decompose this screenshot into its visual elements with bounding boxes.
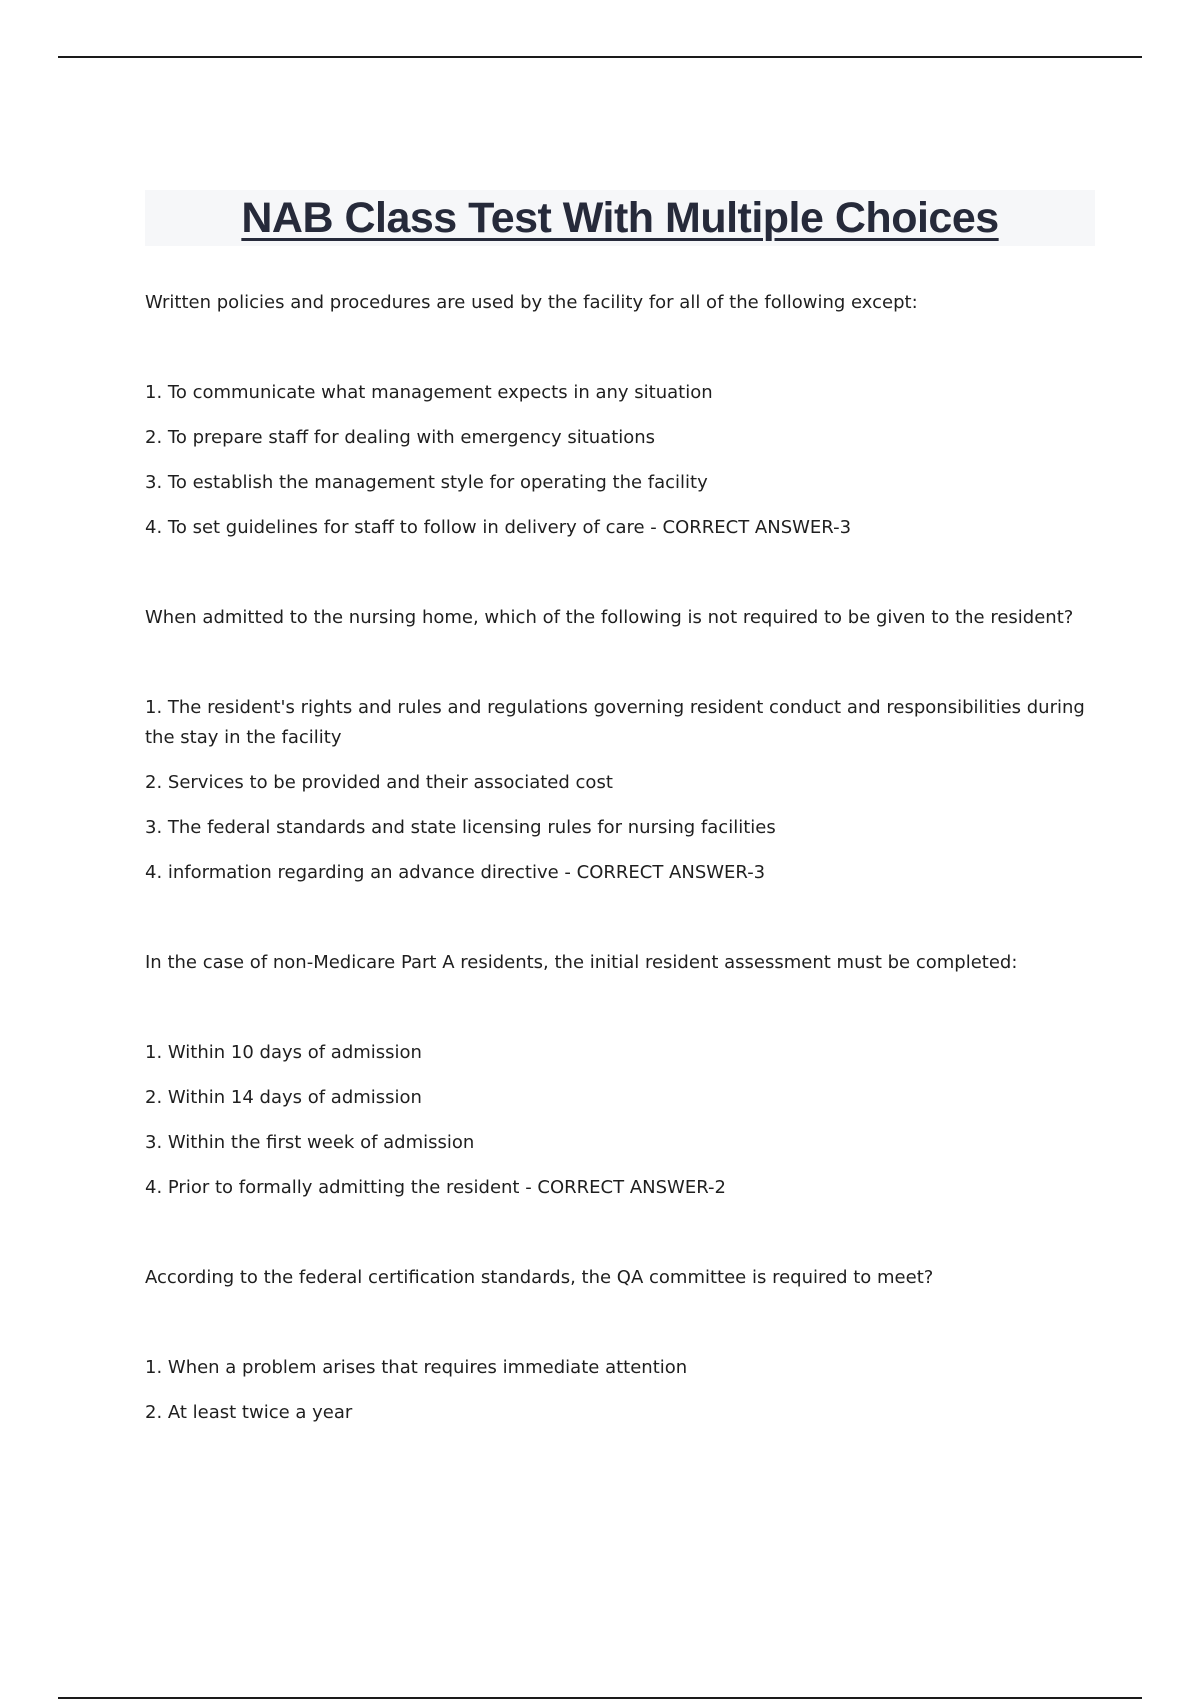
page-title: NAB Class Test With Multiple Choices xyxy=(241,193,999,242)
answer-options xyxy=(145,378,1095,543)
answer-option: 1. When a problem arises that requires immediate attention xyxy=(145,1357,688,1378)
answer-option: 2. To prepare staff for dealing with emergency situations xyxy=(145,427,656,448)
title-band xyxy=(145,190,1095,246)
question-text: When admitted to the nursing home, which of the following is not required to be given to the resident? xyxy=(145,607,1074,628)
question-text: Written policies and procedures are used by the facility for all of the following except: xyxy=(145,292,918,313)
answer-options xyxy=(145,1353,1095,1428)
question-block-4 xyxy=(145,1263,1095,1428)
answer-option: 3. To establish the management style for operating the facility xyxy=(145,472,708,493)
answer-option: 1. The resident's rights and rules and regulations governing resident conduct and responsibilities during the stay in the facility xyxy=(145,697,1085,748)
answer-options xyxy=(145,693,1095,888)
top-rule xyxy=(58,56,1142,58)
answer-options xyxy=(145,1038,1095,1203)
answer-option: 1. Within 10 days of admission xyxy=(145,1042,422,1063)
answer-option: 2. At least twice a year xyxy=(145,1402,353,1423)
answer-option: 2. Services to be provided and their associated cost xyxy=(145,772,613,793)
answer-option: 4. Prior to formally admitting the resident - CORRECT ANSWER-2 xyxy=(145,1177,726,1198)
answer-option: 4. information regarding an advance directive - CORRECT ANSWER-3 xyxy=(145,862,766,883)
answer-option: 2. Within 14 days of admission xyxy=(145,1087,422,1108)
question-text: In the case of non-Medicare Part A residents, the initial resident assessment must be completed: xyxy=(145,952,1018,973)
answer-option: 4. To set guidelines for staff to follow in delivery of care - CORRECT ANSWER-3 xyxy=(145,517,852,538)
question-block-1 xyxy=(145,288,1095,543)
question-text: According to the federal certification standards, the QA committee is required to meet? xyxy=(145,1267,934,1288)
question-block-3 xyxy=(145,948,1095,1203)
answer-option: 1. To communicate what management expects in any situation xyxy=(145,382,713,403)
bottom-rule xyxy=(58,1697,1142,1699)
question-block-2 xyxy=(145,603,1095,888)
answer-option: 3. Within the first week of admission xyxy=(145,1132,475,1153)
document-body xyxy=(145,190,1095,1488)
answer-option: 3. The federal standards and state licensing rules for nursing facilities xyxy=(145,817,776,838)
